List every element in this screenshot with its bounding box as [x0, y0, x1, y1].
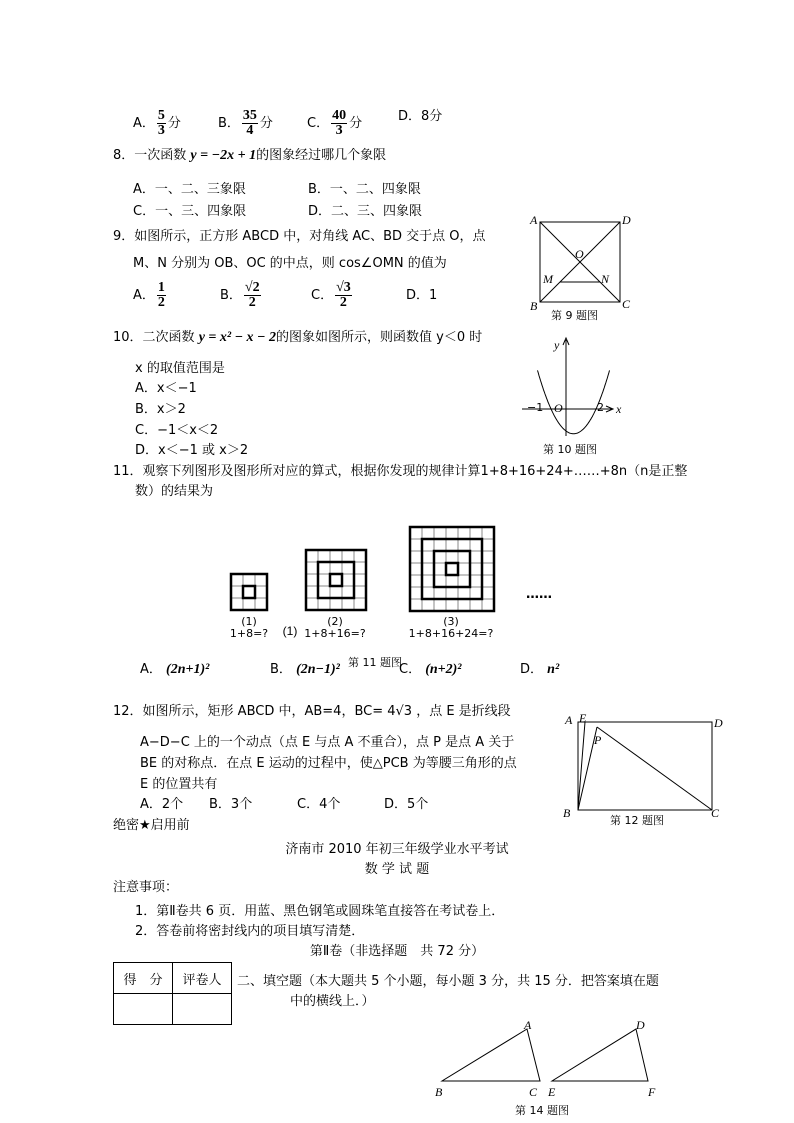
fig10-neg-one: −1: [527, 401, 544, 414]
numerator: 35: [242, 108, 257, 123]
fig12-label-d: D: [714, 716, 723, 730]
fig12-label-c: C: [711, 806, 720, 820]
grid-ring-2: [330, 574, 342, 586]
option-formula: (n+2)²: [425, 662, 462, 677]
fig11-caption: 第 11 题图: [348, 656, 402, 669]
section2-line1: 二、填空题（本大题共 5 个小题，每小题 3 分，共 15 分．把答案填在题: [237, 974, 659, 989]
notes-heading: 注意事项：: [113, 880, 179, 895]
fig9-label-b: B: [530, 299, 538, 313]
fig12-label-a: A: [565, 713, 573, 727]
q10-option-d: D．x＜−1 或 x＞2: [135, 443, 249, 458]
fig14-caption: 第 14 题图: [515, 1104, 569, 1117]
numerator: 1: [157, 280, 165, 295]
fig11-expr-1: 1+8=?: [229, 627, 269, 640]
grid-ring-2: [318, 562, 354, 598]
option-letter: B．: [218, 116, 240, 131]
exam-title: 济南市 2010 年初三年级学业水平考试: [285, 842, 509, 857]
secret-label: 绝密★启用前: [113, 818, 190, 833]
notes-item-1: 1．第Ⅱ卷共 6 页．用蓝、黑色钢笔或圆珠笔直接答在考试卷上．: [135, 904, 505, 919]
figure-index: (1): [282, 624, 298, 638]
denominator: 4: [246, 123, 254, 138]
fig14-label-d: D: [636, 1018, 645, 1032]
q10-option-c: C．−1＜x＜2: [135, 423, 219, 438]
option-letter: A．: [133, 288, 155, 303]
option-letter: B．: [270, 662, 292, 677]
numerator: √2: [244, 280, 260, 295]
notes-item-2: 2．答卷前将密封线内的项目填写清楚．: [135, 924, 365, 939]
option-letter: D．: [520, 662, 544, 677]
fig11-index-1: (1): [241, 615, 257, 628]
q11-stem-line2: 数）的结果为: [135, 484, 214, 499]
q8-option-b: B．一、二、四象限: [308, 182, 421, 197]
grader-header: 评卷人: [173, 963, 232, 994]
q12-stem-line4: E 的位置共有: [140, 777, 218, 792]
q8-option-c: C．一、三、四象限: [133, 204, 247, 219]
q12-option-a: A．2个: [140, 797, 184, 812]
fig11-expr-3: 1+8+16+24=?: [408, 627, 494, 640]
fig9-label-o: O: [575, 247, 584, 261]
numerator: √3: [336, 280, 351, 295]
fig14-label-e: E: [548, 1085, 556, 1099]
fig12-label-p: P: [594, 733, 602, 747]
q9-stem-line2: M、N 分别为 OB、OC 的中点，则 cos∠OMN 的值为: [133, 256, 447, 271]
denominator: 3: [335, 123, 343, 138]
q12-stem-line1: 12．如图所示，矩形 ABCD 中，AB=4，BC= 4√3 ，点 E 是折线段: [113, 704, 511, 719]
q10-option-b: B．x＞2: [135, 402, 186, 417]
q10-stem-line2: x 的取值范围是: [135, 361, 225, 376]
fig10-y-label: y: [554, 338, 560, 352]
denominator: 2: [157, 295, 165, 310]
fig11-index-2: (2): [327, 615, 343, 628]
unit: 分: [167, 116, 181, 131]
fig12-label-b: B: [563, 806, 571, 820]
option-letter: C．: [399, 662, 422, 677]
fig10-x-label: x: [616, 402, 622, 416]
grid-ring-1: [231, 574, 267, 610]
fig14-label-f: F: [648, 1085, 656, 1099]
q12-stem-line3: BE 的对称点．在点 E 运动的过程中，使△PCB 为等腰三角形的点: [140, 756, 517, 771]
fig10-parabola: [522, 338, 613, 436]
fig11-index-3: (3): [443, 615, 459, 628]
grid-ring-1: [243, 586, 255, 598]
fig14-triangles: [442, 1029, 648, 1081]
fig9-square: [540, 222, 620, 302]
stem-text: 8．一次函数: [113, 148, 187, 163]
fig9-label-n: N: [601, 272, 610, 286]
fig9-label-m: M: [543, 272, 553, 286]
fig11-expr-2: 1+8+16=?: [304, 627, 366, 640]
fig9-label-a: A: [530, 213, 538, 227]
grid-ring-3: [434, 551, 470, 587]
section2-line2: 中的横线上．）: [290, 994, 375, 1009]
option-formula: (2n−1)²: [296, 662, 340, 677]
q11-stem-line1: 11．观察下列图形及图形所对应的算式，根据你发现的规律计算1+8+16+24+……+8n（n是正整: [113, 464, 688, 479]
fig14-label-b: B: [435, 1085, 443, 1099]
option-letter: A．: [133, 116, 155, 131]
q12-stem-line2: A−D−C 上的一个动点（点 E 与点 A 不重合），点 P 是点 A 关于: [140, 735, 515, 750]
fig12-label-e: E: [579, 711, 587, 725]
q10-option-a: A．x＜−1: [135, 381, 197, 396]
option-text: 8分: [421, 109, 443, 124]
score-header: 得 分: [114, 963, 173, 994]
fig14-label-a: A: [524, 1018, 532, 1032]
q12-option-d: D．5个: [384, 797, 429, 812]
fig14-label-c: C: [529, 1085, 538, 1099]
stem-text: 的图象经过哪几个象限: [256, 148, 387, 163]
denominator: 2: [248, 295, 256, 310]
option-letter: D．: [398, 109, 422, 124]
denominator: 2: [339, 295, 347, 310]
denominator: 3: [157, 123, 165, 138]
fig9-label-c: C: [622, 297, 631, 311]
part2-heading: 第Ⅱ卷（非选择题 共 72 分）: [309, 944, 485, 959]
option-text: 1: [429, 288, 438, 303]
option-formula: n²: [547, 662, 560, 677]
unit: 分: [349, 116, 363, 131]
option-letter: B．: [220, 288, 242, 303]
q8-option-a: A．一、二、三象限: [133, 182, 246, 197]
q9-stem-line1: 9．如图所示，正方形 ABCD 中，对角线 AC、BD 交于点 O，点: [113, 229, 486, 244]
grid-ring-3: [446, 563, 458, 575]
grid-ring-2: [306, 550, 366, 610]
fig9-caption: 第 9 题图: [551, 309, 598, 322]
exam-subtitle: 数 学 试 题: [364, 862, 430, 877]
formula: y = −2x + 1: [190, 148, 257, 163]
fig11-grids: [231, 527, 494, 611]
numerator: 5: [157, 108, 165, 123]
fig10-two: 2: [597, 401, 604, 414]
option-formula: (2n+1)²: [166, 662, 210, 677]
fig10-origin: O: [554, 401, 563, 415]
fig10-caption: 第 10 题图: [543, 443, 597, 456]
option-letter: C．: [307, 116, 330, 131]
option-letter: D．: [406, 288, 430, 303]
q12-option-c: C．4个: [297, 797, 341, 812]
fig12-caption: 第 12 题图: [610, 814, 664, 827]
option-letter: A．: [140, 662, 162, 677]
formula: y = x² − x − 2: [198, 330, 277, 345]
q8-option-d: D．二、三、四象限: [308, 204, 423, 219]
grid-ring-3: [422, 539, 482, 599]
numerator: 40: [332, 108, 347, 123]
option-letter: C．: [311, 288, 334, 303]
stem-text: 的图象如图所示，则函数值 y＜0 时: [276, 330, 483, 345]
stem-text: 10．二次函数: [113, 330, 195, 345]
fig11-ellipsis: ……: [526, 587, 552, 602]
fig9-label-d: D: [622, 213, 631, 227]
q12-option-b: B．3个: [209, 797, 253, 812]
unit: 分: [259, 116, 273, 131]
